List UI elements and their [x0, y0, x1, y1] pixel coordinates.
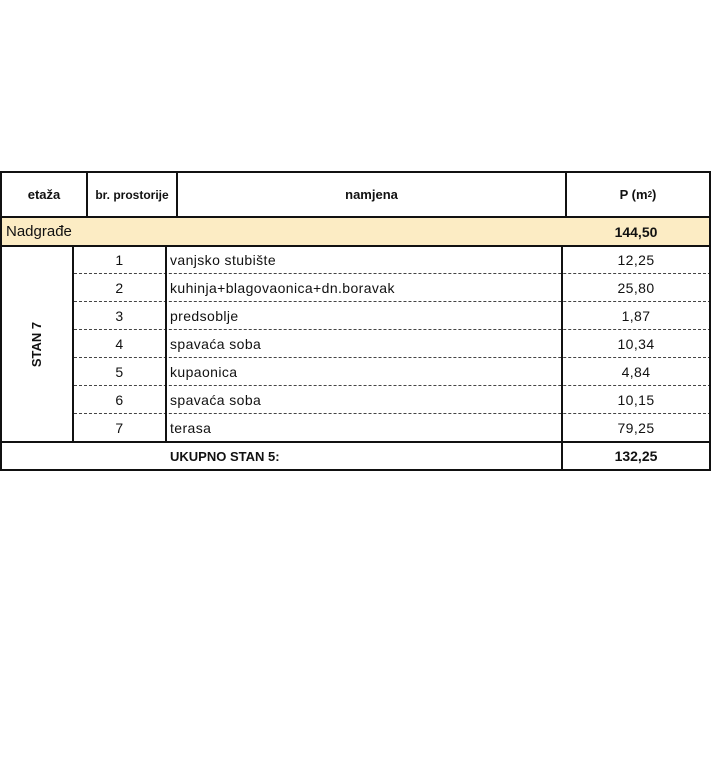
row-namjena: spavaća soba [170, 392, 262, 408]
row-namjena: spavaća soba [170, 336, 262, 352]
header-p-end: ) [652, 187, 657, 202]
row-br: 5 [115, 364, 124, 380]
row-p: 12,25 [617, 252, 655, 268]
section-value: 144,50 [614, 223, 658, 240]
header-namjena: namjena [345, 187, 398, 202]
row-namjena: kupaonica [170, 364, 238, 380]
row-p: 79,25 [617, 420, 655, 436]
header-etaza: etaža [27, 187, 61, 202]
row-br: 1 [115, 252, 124, 268]
total-label: UKUPNO STAN 5: [170, 448, 280, 464]
row-br: 6 [115, 392, 124, 408]
group-label: STAN 7 [29, 321, 45, 367]
row-namjena: terasa [170, 420, 212, 436]
header-br-prostorije: br. prostorije [95, 187, 169, 202]
group-label-cell [2, 247, 72, 441]
row-p: 4,84 [621, 364, 651, 380]
header-p-label: P (m [619, 187, 648, 202]
row-namjena: predsoblje [170, 308, 239, 324]
row-br: 3 [115, 308, 124, 324]
row-p: 10,15 [617, 392, 655, 408]
header-p-area [567, 173, 709, 216]
header-p-sup: 2 [647, 190, 653, 199]
row-br: 2 [115, 280, 124, 296]
row-p: 25,80 [617, 280, 655, 296]
area-table [0, 171, 711, 471]
row-br: 7 [115, 420, 124, 436]
section-label: Nadgrađe [6, 223, 72, 240]
total-value: 132,25 [614, 448, 658, 464]
row-namjena: kuhinja+blagovaonica+dn.boravak [170, 280, 395, 296]
row-br: 4 [115, 336, 124, 352]
row-p: 1,87 [621, 308, 651, 324]
row-p: 10,34 [617, 336, 655, 352]
row-namjena: vanjsko stubište [170, 252, 277, 268]
